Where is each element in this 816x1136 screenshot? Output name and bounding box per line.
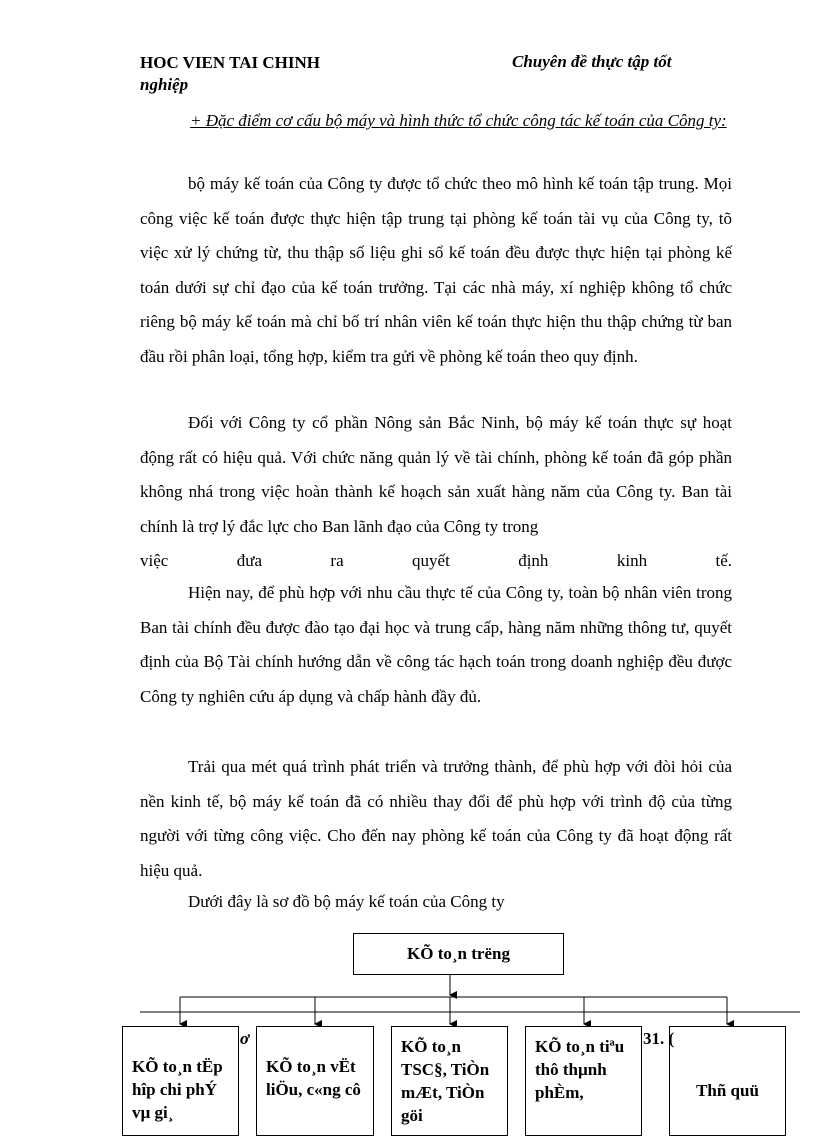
org-box-3: KÕ to¸n TSC§, TiÒn mÆt, TiÒn göi: [391, 1026, 508, 1136]
paragraph-5: Dưới đây là sơ đồ bộ máy kế toán của Công ty: [188, 892, 505, 911]
paragraph-2-main: Đối với Công ty cổ phần Nông sản Bắc Ninh, bộ máy kế toán thực sự hoạt động rất có hiệu quả. Với chức năng quản lý về tài chính, phòng kế toán đã góp phần không nhá trong việc hoàn thành kế hoạch sản xuất hàng năm của Công ty. Ban tài chính là trợ lý đắc lực cho Ban lãnh đạo của Công ty trong: [140, 413, 732, 536]
org-box-1: KÕ to¸n tËp hîp chi phÝ vµ gi¸: [122, 1026, 239, 1136]
header-school: HOC VIEN TAI CHINH: [140, 53, 320, 72]
paragraph-2-last-line: việc đưa ra quyết định kinh tế.: [140, 551, 732, 570]
stray-fragment-left: ơ: [240, 1029, 250, 1048]
paragraph-3: Hiện nay, để phù hợp với nhu cầu thực tế của Công ty, toàn bộ nhân viên trong Ban tài chính đều được đào tạo đại học và trung cấp, hàng năm những thông tư, quyết định của Bộ Tài chính hướng dẫn về công tác hạch toán trong doanh nghiệp đều được Công ty nghiên cứu áp dụng và chấp hành đầy đủ.: [140, 583, 732, 706]
header-right: Chuyên đề thực tập tốt: [512, 52, 672, 71]
org-box-chief-accountant: KÕ to¸n trëng: [353, 933, 564, 975]
paragraph-1: bộ máy kế toán của Công ty được tổ chức theo mô hình kế toán tập trung. Mọi công việc kế toán được thực hiện tập trung tại phòng kế toán tài vụ của Công ty, tõ việc xử lý chứng từ, thu thập số liệu ghi sổ kế toán đều được thực hiện tại phòng kế toán dưới sự chỉ đạo của kế toán trưởng. Tại các nhà máy, xí nghiệp không tổ chức riêng bộ máy kế toán mà chỉ bố trí nhân viên kế toán thực hiện thu thập chứng từ ban đầu rồi phân loại, tổng hợp, kiểm tra gửi về phòng kế toán theo quy định.: [140, 174, 732, 366]
paragraph-4: Trải qua mét quá trình phát triển và trưởng thành, để phù hợp với đòi hỏi của nền kinh tế, bộ máy kế toán đã có nhiều thay đổi để phù hợp với trình độ của từng người với từng công việc. Cho đến nay phòng kế toán của Công ty đã hoạt động rất hiệu quả.: [140, 757, 732, 880]
stray-fragment-right: 31. (: [643, 1029, 675, 1048]
section-title: + Đặc điểm cơ cấu bộ máy và hình thức tổ chức công tác kế toán của Công ty:: [190, 111, 727, 130]
org-box-5: Thñ quü: [669, 1026, 786, 1136]
org-box-2: KÕ to¸n vËt liÖu, c«ng cô: [256, 1026, 374, 1136]
org-box-4: KÕ to¸n tiªu thô thµnh phÈm,: [525, 1026, 642, 1136]
header-continuation: nghiệp: [140, 75, 189, 94]
